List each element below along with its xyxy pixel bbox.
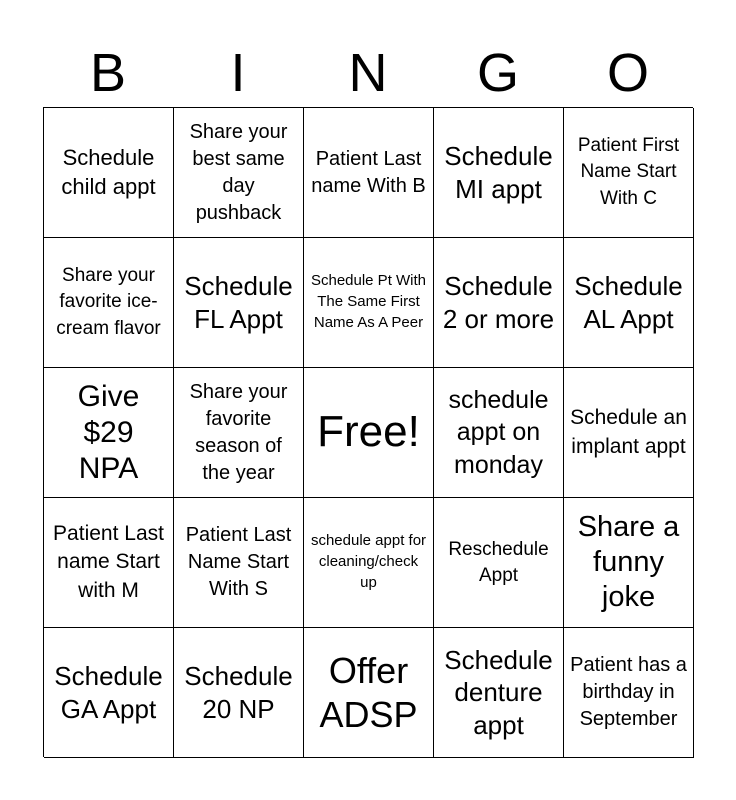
cell-text: Patient Last name With B — [311, 147, 426, 197]
header-letter-o: O — [606, 43, 649, 103]
cell-text: Schedule denture appt — [444, 644, 553, 740]
cell-text: Give $29 NPA — [77, 379, 140, 485]
cell-text: Reschedule Appt — [448, 538, 549, 586]
bingo-cell-free[interactable] — [304, 368, 434, 498]
bingo-cell-r5c2[interactable] — [174, 628, 304, 758]
bingo-cell-r3c4[interactable] — [434, 368, 564, 498]
cell-text: Share your favorite ice-cream flavor — [56, 264, 161, 339]
cell-text: Schedule 2 or more — [442, 271, 555, 334]
cell-text: Schedule MI appt — [444, 141, 553, 204]
bingo-cell-r2c3[interactable] — [304, 238, 434, 368]
cell-text: Schedule Pt With The Same First Name As A Peer — [310, 272, 427, 331]
bingo-cell-r1c5[interactable] — [564, 108, 694, 238]
cell-text: Schedule 20 NP — [184, 661, 293, 724]
bingo-cell-r3c2[interactable] — [174, 368, 304, 498]
cell-text: Schedule FL Appt — [184, 271, 293, 334]
cell-text: schedule appt on monday — [448, 385, 549, 479]
cell-text: Share a funny joke — [577, 511, 680, 613]
header-letter-n: N — [348, 43, 388, 103]
bingo-cell-r5c1[interactable] — [44, 628, 174, 758]
bingo-cell-r3c1[interactable] — [44, 368, 174, 498]
bingo-board — [43, 107, 693, 757]
cell-text: Share your best same day pushback — [189, 120, 288, 224]
cell-text: Patient has a birthday in September — [570, 654, 687, 730]
cell-text: Share your favorite season of the year — [189, 380, 288, 484]
bingo-cell-r1c3[interactable] — [304, 108, 434, 238]
bingo-cell-r2c5[interactable] — [564, 238, 694, 368]
bingo-cell-r5c4[interactable] — [434, 628, 564, 758]
cell-text: Free! — [317, 407, 420, 457]
bingo-cell-r5c3[interactable] — [304, 628, 434, 758]
cell-text: Patient Last Name Start With S — [185, 524, 292, 600]
bingo-cell-r3c5[interactable] — [564, 368, 694, 498]
bingo-cell-r4c5[interactable] — [564, 498, 694, 628]
cell-text: Schedule AL Appt — [574, 271, 683, 334]
bingo-cell-r2c1[interactable] — [44, 238, 174, 368]
bingo-cell-r2c2[interactable] — [174, 238, 304, 368]
cell-text: Schedule GA Appt — [54, 661, 163, 724]
cell-text: Schedule child appt — [61, 144, 156, 199]
bingo-cell-r4c4[interactable] — [434, 498, 564, 628]
cell-text: schedule appt for cleaning/check up — [310, 532, 427, 591]
bingo-cell-r5c5[interactable] — [564, 628, 694, 758]
cell-text: Patient Last name Start with M — [53, 521, 164, 602]
header-letter-b: B — [89, 43, 127, 103]
header-letter-i: I — [230, 43, 246, 103]
bingo-cell-r4c2[interactable] — [174, 498, 304, 628]
bingo-header — [43, 38, 693, 108]
bingo-cell-r1c1[interactable] — [44, 108, 174, 238]
cell-text: Schedule an implant appt — [570, 406, 687, 458]
cell-text: Patient First Name Start With C — [577, 134, 680, 209]
bingo-cell-r1c2[interactable] — [174, 108, 304, 238]
bingo-cell-r1c4[interactable] — [434, 108, 564, 238]
bingo-cell-r4c1[interactable] — [44, 498, 174, 628]
cell-text: Offer ADSP — [319, 650, 418, 735]
bingo-cell-r2c4[interactable] — [434, 238, 564, 368]
header-letter-g: G — [476, 43, 519, 103]
bingo-cell-r4c3[interactable] — [304, 498, 434, 628]
